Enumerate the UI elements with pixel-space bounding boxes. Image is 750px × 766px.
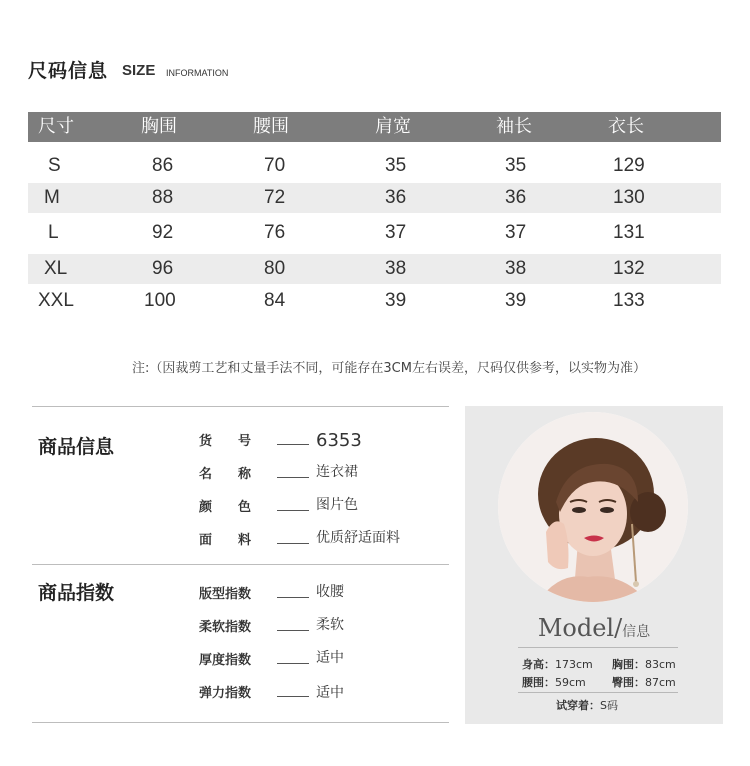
model-bust bbox=[612, 656, 676, 672]
cell-length: 132 bbox=[613, 258, 645, 279]
tried-value: S码 bbox=[600, 699, 618, 712]
model-title-cn: 信息 bbox=[622, 624, 651, 640]
cell-sleeve: 38 bbox=[505, 258, 527, 279]
cell-length: 130 bbox=[613, 187, 645, 208]
dash bbox=[277, 543, 309, 544]
table-row bbox=[28, 183, 721, 213]
header-size: 尺寸 bbox=[38, 116, 74, 137]
color-value: 图片色 bbox=[316, 497, 358, 513]
model-title-en: Model/ bbox=[537, 614, 623, 642]
bust-value: 83cm bbox=[645, 658, 676, 671]
dash bbox=[277, 510, 309, 511]
height-label: 身高： bbox=[522, 658, 555, 671]
model-hip bbox=[612, 674, 676, 690]
cell-shoulder: 38 bbox=[385, 258, 407, 279]
product-index-title: 商品指数 bbox=[38, 582, 115, 604]
item-number-value: 6353 bbox=[316, 430, 362, 451]
divider bbox=[518, 647, 678, 648]
fabric-label: 面 料 bbox=[199, 533, 252, 548]
cell-size: L bbox=[48, 222, 59, 243]
cell-waist: 80 bbox=[264, 258, 286, 279]
cell-length: 131 bbox=[613, 222, 645, 243]
elasticity-index-value: 适中 bbox=[316, 685, 344, 701]
model-photo bbox=[498, 412, 688, 602]
cell-size: M bbox=[44, 187, 60, 208]
model-title bbox=[465, 614, 723, 642]
size-disclaimer-note bbox=[0, 357, 750, 376]
cell-size: XXL bbox=[38, 290, 74, 311]
fabric-value: 优质舒适面料 bbox=[316, 530, 400, 546]
color-label: 颜 色 bbox=[199, 500, 252, 515]
fit-index-value: 收腰 bbox=[316, 584, 344, 600]
header-bust: 胸围 bbox=[141, 116, 177, 137]
cell-length: 129 bbox=[613, 155, 645, 176]
cell-bust: 86 bbox=[152, 155, 174, 176]
cell-shoulder: 35 bbox=[385, 155, 407, 176]
dash bbox=[277, 630, 309, 631]
elasticity-index-label: 弹力指数 bbox=[199, 686, 252, 701]
cell-size: XL bbox=[44, 258, 68, 279]
model-height bbox=[522, 656, 593, 672]
header-waist: 腰围 bbox=[253, 116, 289, 137]
fit-index-label: 版型指数 bbox=[199, 587, 252, 602]
header-sleeve: 袖长 bbox=[496, 116, 532, 137]
dash bbox=[277, 696, 309, 697]
cell-size: S bbox=[48, 155, 61, 176]
cell-sleeve: 36 bbox=[505, 187, 527, 208]
waist-value: 59cm bbox=[555, 676, 586, 689]
size-table-header bbox=[28, 112, 721, 142]
product-info-title: 商品信息 bbox=[38, 436, 115, 458]
cell-waist: 70 bbox=[264, 155, 286, 176]
cell-bust: 100 bbox=[144, 290, 176, 311]
table-row bbox=[28, 218, 721, 248]
cell-shoulder: 37 bbox=[385, 222, 407, 243]
cell-bust: 92 bbox=[152, 222, 174, 243]
waist-label: 腰围： bbox=[522, 676, 555, 689]
cell-waist: 84 bbox=[264, 290, 286, 311]
bust-label: 胸围： bbox=[612, 658, 645, 671]
divider bbox=[32, 406, 449, 407]
table-row bbox=[28, 286, 721, 316]
divider bbox=[32, 564, 449, 565]
cell-waist: 76 bbox=[264, 222, 286, 243]
thickness-index-value: 适中 bbox=[316, 650, 344, 666]
table-row bbox=[28, 151, 721, 181]
softness-index-label: 柔软指数 bbox=[199, 620, 252, 635]
divider bbox=[32, 722, 449, 723]
cell-sleeve: 39 bbox=[505, 290, 527, 311]
cell-sleeve: 35 bbox=[505, 155, 527, 176]
model-portrait-illustration bbox=[498, 412, 688, 602]
table-row bbox=[28, 254, 721, 284]
dash bbox=[277, 597, 309, 598]
model-tried-size bbox=[556, 697, 618, 713]
header-shoulder: 肩宽 bbox=[375, 116, 411, 137]
dash bbox=[277, 477, 309, 478]
cell-length: 133 bbox=[613, 290, 645, 311]
item-number-label: 货 号 bbox=[199, 434, 252, 449]
cell-shoulder: 39 bbox=[385, 290, 407, 311]
dash bbox=[277, 663, 309, 664]
divider bbox=[518, 692, 678, 693]
cell-waist: 72 bbox=[264, 187, 286, 208]
cell-bust: 88 bbox=[152, 187, 174, 208]
section-title-size-en: SIZE bbox=[122, 62, 156, 79]
note-text: 注:（因裁剪工艺和丈量手法不同，可能存在3CM左右误差，尺码仅供参考，以实物为准） bbox=[132, 361, 646, 376]
cell-bust: 96 bbox=[152, 258, 174, 279]
tried-label: 试穿着： bbox=[556, 699, 600, 712]
name-value: 连衣裙 bbox=[316, 464, 358, 480]
softness-index-value: 柔软 bbox=[316, 617, 344, 633]
name-label: 名 称 bbox=[199, 467, 252, 482]
cell-sleeve: 37 bbox=[505, 222, 527, 243]
model-waist bbox=[522, 674, 586, 690]
height-value: 173cm bbox=[555, 658, 593, 671]
header-length: 衣长 bbox=[608, 116, 644, 137]
hip-value: 87cm bbox=[645, 676, 676, 689]
section-title-information-en: INFORMATION bbox=[166, 68, 229, 78]
section-title-size-info: 尺码信息 bbox=[28, 60, 109, 82]
dash bbox=[277, 444, 309, 445]
cell-shoulder: 36 bbox=[385, 187, 407, 208]
thickness-index-label: 厚度指数 bbox=[199, 653, 252, 668]
hip-label: 臀围： bbox=[612, 676, 645, 689]
